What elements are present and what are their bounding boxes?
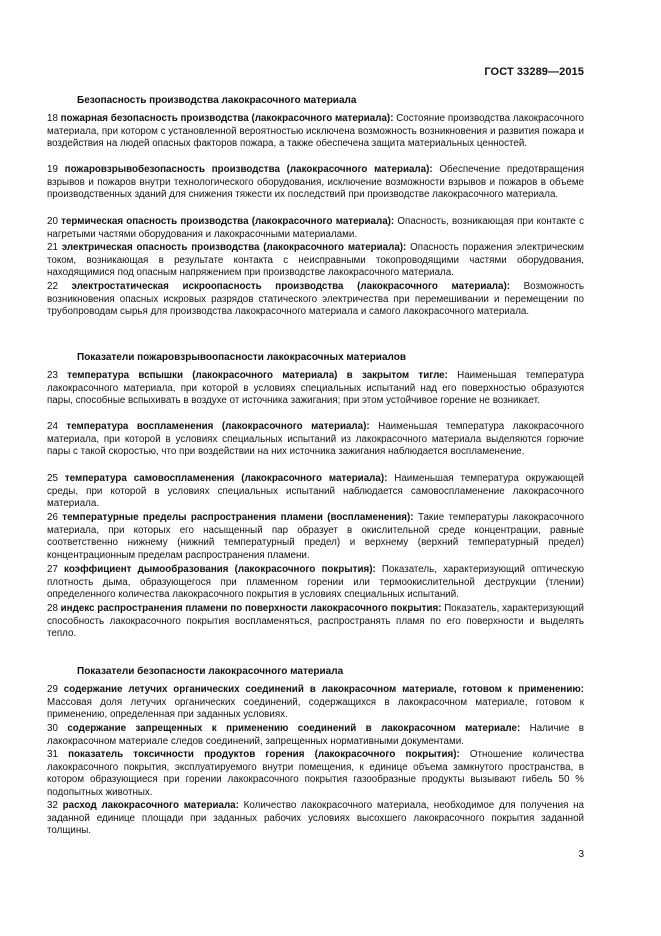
term-number: 24	[47, 421, 58, 432]
term-name: температурные пределы распространения пламени (воспламенения):	[62, 512, 414, 523]
term-definition: Наличие в лакокрасочном материале следов соединений, запрещенных нормативными документами.	[47, 723, 585, 747]
term-number: 28	[47, 603, 58, 614]
term-entry-24	[47, 421, 584, 459]
term-entry-26	[47, 512, 584, 562]
term-definition: Обеспечение предотвращения взрывов и пожаров внутри технологического оборудования, исключение возможности взрывов и пожаров в объеме производственных зданий для снижения тяжести их последствий при производстве лакокрасочного материала.	[47, 164, 585, 201]
term-definition: Отношение количества лакокрасочного покрытия, эксплуатируемого внутри помещения, к единице объема замкнутого пространства, в котором образующиеся при горении лакокрасочного покрытия газообразные продукты вызывают гибель 50 % подопытных животных.	[47, 749, 584, 798]
term-name: температура самовоспламенения (лакокрасочного материала):	[64, 473, 388, 484]
term-definition: Возможность возникновения опасных искровых разрядов статического электричества при перемешивании и перемещении по трубопроводам сырья для производства лакокрасочного материала и самого лакокрасочного материала.	[47, 281, 584, 318]
term-entry-32	[47, 800, 584, 838]
term-number: 26	[47, 512, 58, 523]
term-entry-21	[47, 242, 584, 280]
term-definition: Состояние производства лакокрасочного материала, при котором с установленной вероятностью исключена возможность возникновения и развития пожара и воздействия на людей опасных факторов пожара, а также обеспечена защита материальных ценностей.	[47, 113, 584, 150]
term-number: 25	[47, 473, 58, 484]
term-entry-23	[47, 370, 584, 408]
term-number: 23	[47, 370, 58, 381]
term-entry-29	[47, 684, 584, 722]
standard-header: ГОСТ 33289—2015	[484, 66, 584, 78]
term-entry-31	[47, 749, 584, 799]
term-entry-25	[47, 473, 584, 511]
page-number: 3	[578, 849, 584, 860]
term-definition: Наименьшая температура лакокрасочного материала, при которой в условиях специальных испытаний из лакокрасочного материала выделяются горючие пары с такой скоростью, что при воздействии на них источника зажигания наблюдается воспламенение.	[47, 421, 584, 458]
term-number: 19	[47, 164, 58, 175]
term-name: расход лакокрасочного материала:	[62, 800, 239, 811]
term-definition: Такие температуры лакокрасочного материала, при которых его насыщенный пар образует в окислительной среде концентрации, равные соответственно нижнему (нижний температурный предел) и верхнему (верхний температурный предел) концентрационным пределам распространения пламени.	[47, 512, 584, 561]
term-number: 22	[47, 281, 58, 292]
term-definition: Показатель, характеризующий оптическую плотность дыма, образующегося при пламенном горении или термоокислительной деструкции (тлении) определенного количества лакокрасочного покрытия в условиях специальных испытаний.	[47, 564, 584, 601]
term-definition: Массовая доля летучих органических соединений, содержащихся в лакокрасочном материале, готовом к применению, определенная при заданных условиях.	[47, 696, 584, 721]
term-name: коэффициент дымообразования (лакокрасочного покрытия):	[64, 564, 376, 575]
term-entry-27	[47, 564, 584, 602]
term-definition: Наименьшая температура окружающей среды, при которой в условиях специальных испытаний наблюдается самовоспламенение лакокрасочного материала.	[47, 473, 584, 510]
term-name: индекс распространения пламени по поверхности лакокрасочного покрытия:	[60, 603, 442, 614]
section-title-material-safety-indicators: Показатели безопасности лакокрасочного материала	[77, 666, 344, 677]
term-definition: Опасность, возникающая при контакте с нагретыми частями оборудования и лакокрасочными материалами.	[47, 216, 584, 240]
term-entry-20	[47, 216, 584, 241]
term-entry-30	[47, 723, 584, 748]
term-name: пожарная безопасность производства (лакокрасочного материала):	[60, 113, 394, 124]
term-name: содержание летучих органических соединений в лакокрасочном материале, готовом к применению:	[63, 684, 584, 695]
term-number: 30	[47, 723, 58, 734]
term-number: 29	[47, 684, 58, 695]
term-name: электрическая опасность производства (лакокрасочного материала):	[61, 242, 407, 253]
term-entry-18	[47, 113, 584, 151]
term-entry-28	[47, 603, 584, 641]
term-name: термическая опасность производства (лакокрасочного материала):	[61, 216, 395, 227]
section-title-fire-explosion-indicators: Показатели пожаровзрывоопасности лакокрасочных материалов	[77, 352, 406, 363]
term-definition: Показатель, характеризующий способность лакокрасочного покрытия воспламеняться, распространять пламя по его поверхности и выделять тепло.	[47, 603, 584, 640]
document-page	[47, 0, 584, 936]
term-entry-22	[47, 281, 584, 319]
term-name: температура вспышки (лакокрасочного материала) в закрытом тигле:	[67, 370, 448, 381]
term-name: температура воспламенения (лакокрасочного материала):	[66, 421, 370, 432]
term-number: 27	[47, 564, 58, 575]
term-number: 21	[47, 242, 58, 253]
section-title-production-safety: Безопасность производства лакокрасочного материала	[77, 95, 357, 106]
term-name: содержание запрещенных к применению соединений в лакокрасочном материале:	[67, 723, 521, 734]
term-number: 32	[47, 800, 58, 811]
term-definition: Опасность поражения электрическим током, возникающая в результате контакта с неисправными токопроводящими частями оборудования, находящимися под опасным напряжением при производстве лакокрасочного материала.	[47, 242, 584, 279]
term-name: электростатическая искроопасность производства (лакокрасочного материала):	[71, 281, 510, 292]
term-number: 31	[47, 749, 58, 760]
term-entry-19	[47, 164, 584, 202]
term-number: 18	[47, 113, 58, 124]
term-name: пожаровзрывобезопасность производства (лакокрасочного материала):	[64, 164, 433, 175]
term-definition: Количество лакокрасочного материала, необходимое для получения на заданной единице площади при заданных рабочих условиях высохшего лакокрасочного покрытия заданной толщины.	[47, 800, 584, 837]
term-definition: Наименьшая температура лакокрасочного материала, при которой в условиях специальных испытаний над его поверхностью образуются пары, способные вспыхивать в воздухе от источника зажигания; при этом устойчивое горение не возникает.	[47, 370, 584, 407]
term-number: 20	[47, 216, 58, 227]
term-name: показатель токсичности продуктов горения (лакокрасочного покрытия):	[68, 749, 460, 760]
